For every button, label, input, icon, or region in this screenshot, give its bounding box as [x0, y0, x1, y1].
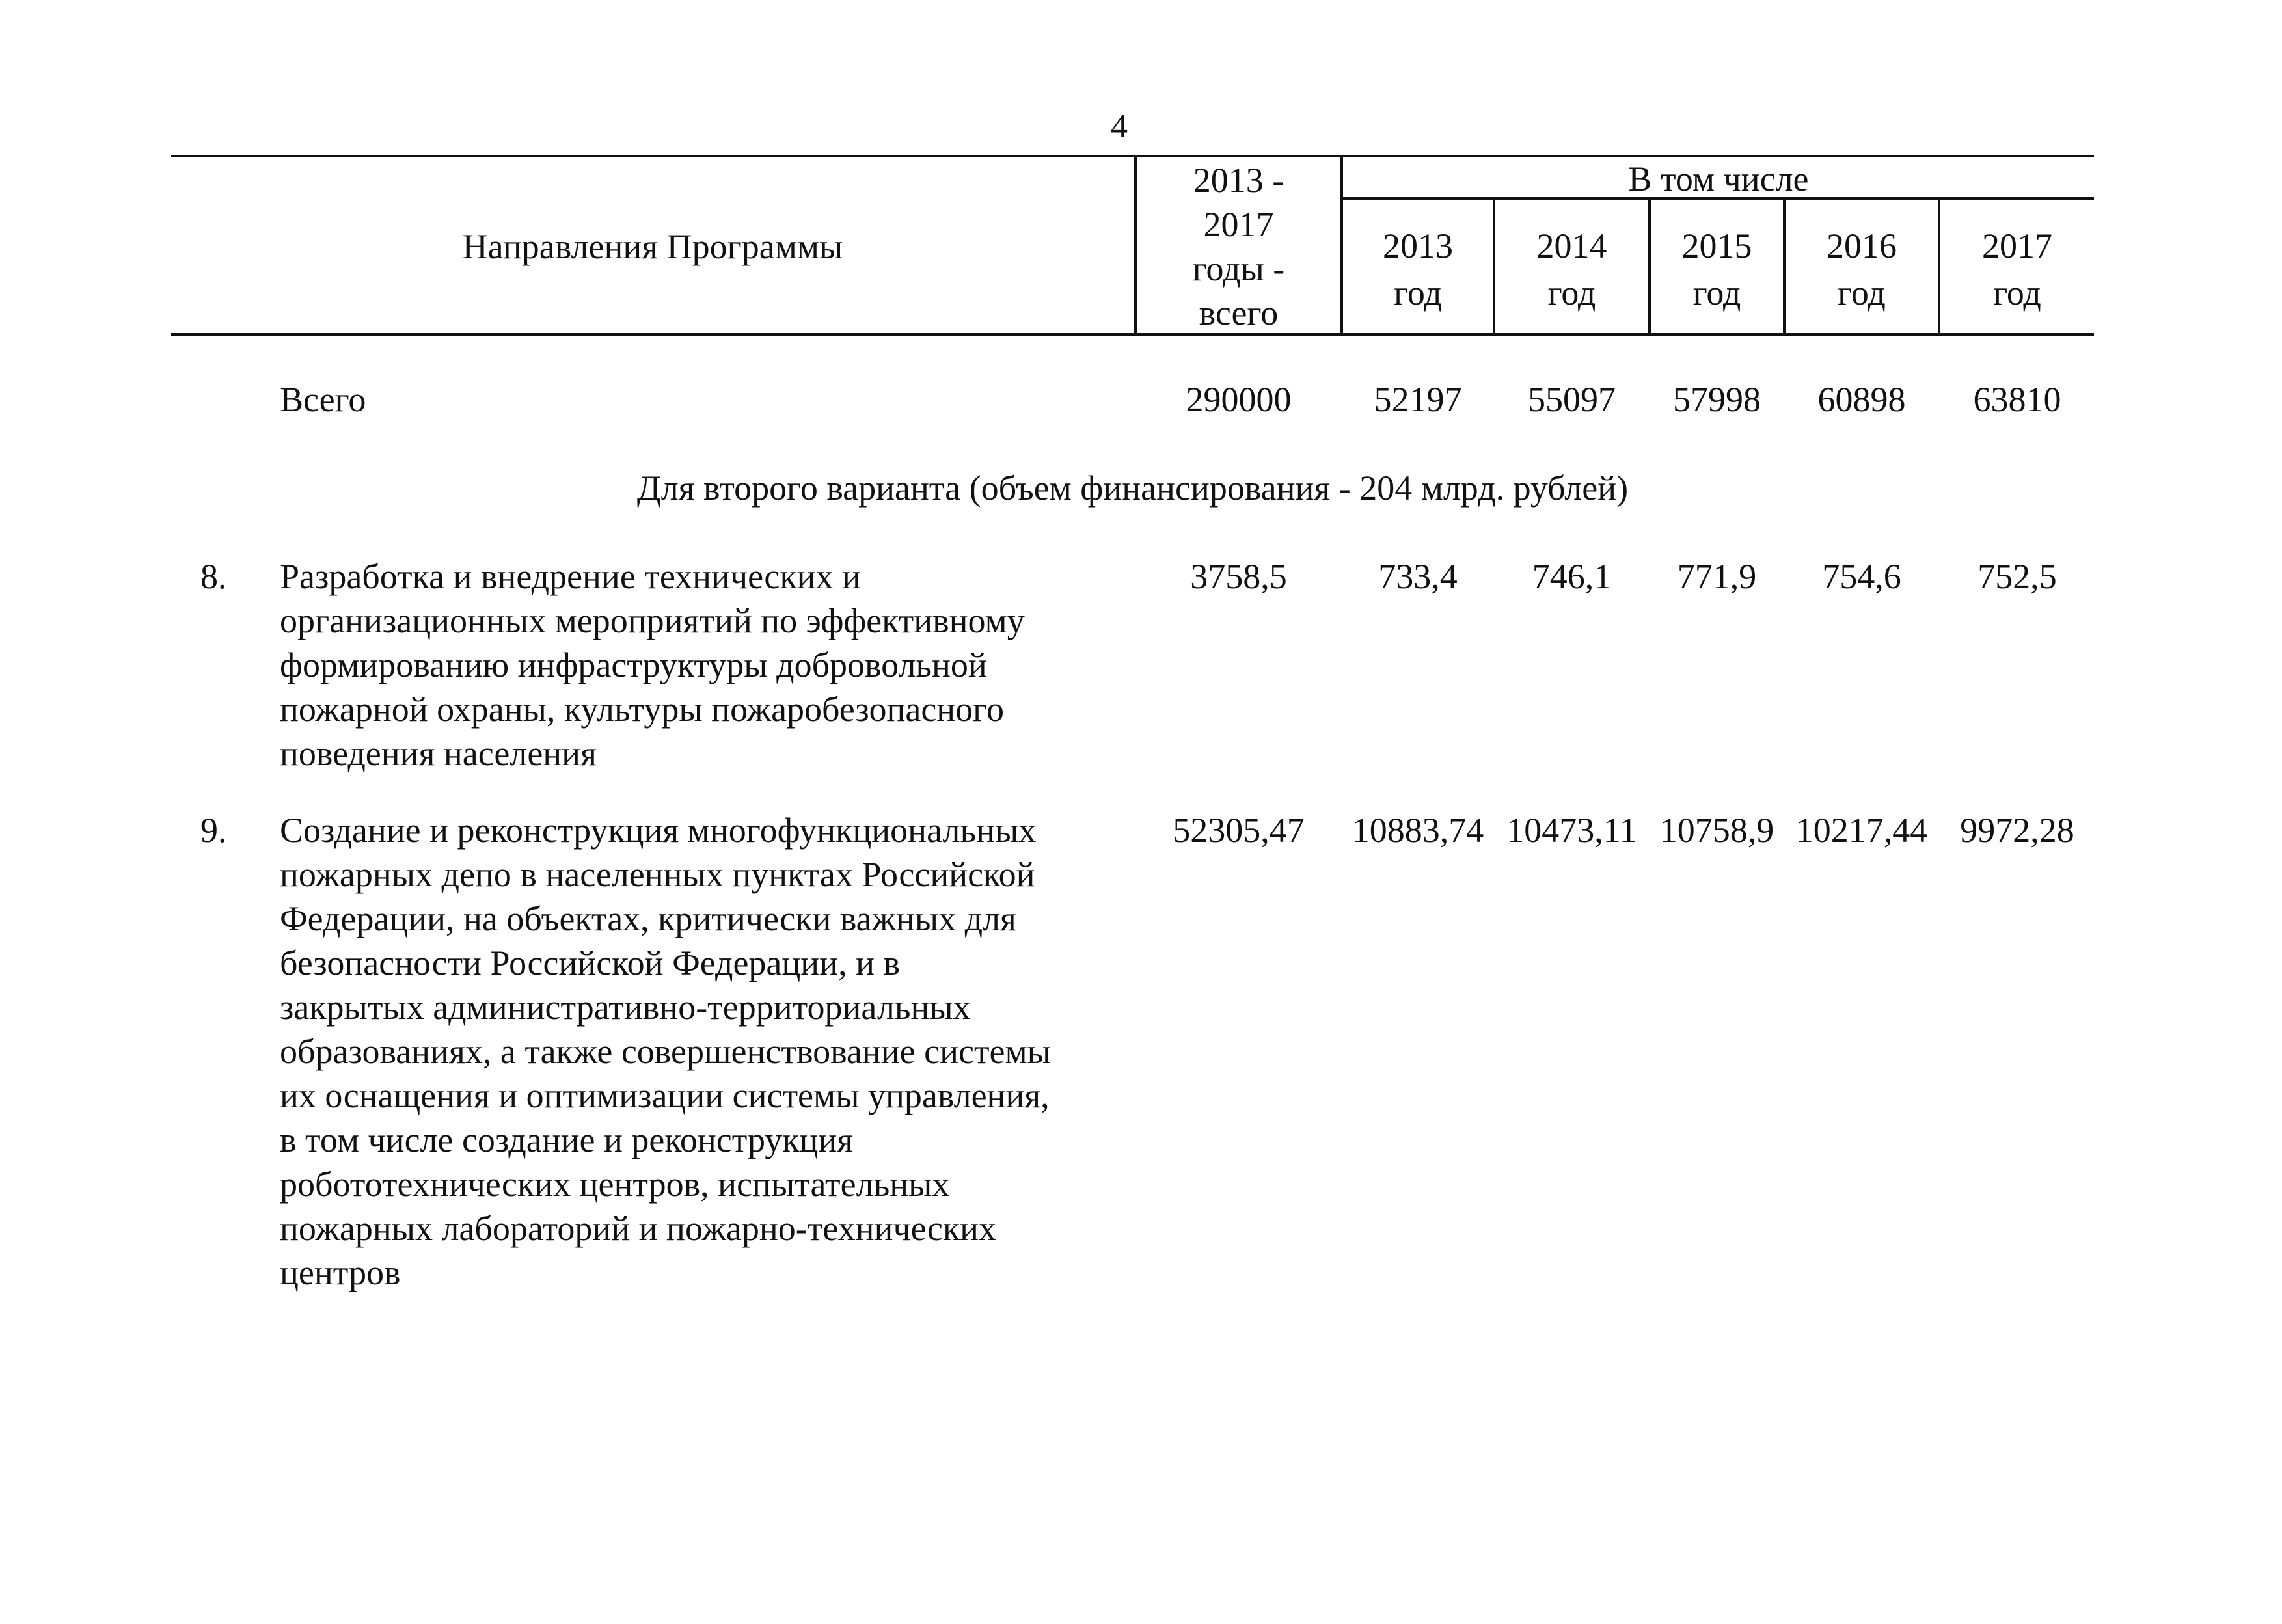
header-including: В том числе — [1628, 159, 1809, 198]
total-row-2016: 60898 — [1817, 380, 1906, 419]
row-value-2015: 10758,9 — [1659, 811, 1774, 850]
row-description-line: организационных мероприятий по эффективному — [280, 601, 1025, 640]
header-year-unit: год — [1838, 273, 1886, 312]
header-year-label: 2017 — [1982, 226, 2052, 265]
total-row-2014: 55097 — [1528, 380, 1616, 419]
row-value-2017: 752,5 — [1977, 557, 2057, 596]
row-value-2013: 733,4 — [1378, 557, 1458, 596]
header-year-unit: год — [1993, 273, 2041, 312]
row-description-line: поведения населения — [280, 734, 597, 773]
header-year-2016 — [1786, 223, 1938, 316]
row-number: 8. — [200, 557, 227, 596]
header-year-label: 2015 — [1681, 226, 1752, 265]
row-total: 52305,47 — [1173, 811, 1305, 850]
row-description — [280, 808, 1126, 1295]
row-description-line: их оснащения и оптимизации системы управления, — [280, 1076, 1050, 1115]
row-description-line: Разработка и внедрение технических и — [280, 557, 861, 596]
header-total-line: 2013 - — [1193, 161, 1284, 200]
row-value-2014: 10473,11 — [1506, 811, 1637, 850]
header-year-unit: год — [1394, 273, 1442, 312]
total-row-total: 290000 — [1186, 380, 1292, 419]
row-number: 9. — [200, 811, 227, 850]
row-total: 3758,5 — [1190, 557, 1287, 596]
row-description-line: образованиях, а также совершенствование системы — [280, 1032, 1051, 1071]
header-year-unit: год — [1692, 273, 1741, 312]
header-year-2017 — [1940, 223, 2094, 316]
header-year-2013 — [1343, 223, 1493, 316]
header-year-2015 — [1651, 223, 1783, 316]
row-description-line: в том числе создание и реконструкция — [280, 1120, 854, 1159]
row-value-2015: 771,9 — [1677, 557, 1757, 596]
section-title: Для второго варианта (объем финансирования - 204 млрд. рублей) — [636, 468, 1629, 508]
total-row-label: Всего — [280, 380, 366, 419]
header-year-2014 — [1495, 223, 1648, 316]
total-row-2017: 63810 — [1973, 380, 2061, 419]
row-description-line: робототехнических центров, испытательных — [280, 1165, 950, 1204]
page-number: 4 — [1111, 108, 1128, 145]
header-total-period — [1137, 158, 1340, 335]
total-row-2015: 57998 — [1673, 380, 1761, 419]
row-description — [280, 554, 1126, 776]
header-year-label: 2013 — [1383, 226, 1453, 265]
row-description-line: формированию инфраструктуры добровольной — [280, 645, 987, 684]
header-total-line: 2017 — [1203, 205, 1274, 244]
total-row-2013: 52197 — [1374, 380, 1462, 419]
row-description-line: Создание и реконструкция многофункциональных — [280, 811, 1037, 850]
row-description-line: пожарной охраны, культуры пожаробезопасного — [280, 690, 1004, 729]
header-total-line: годы - — [1192, 249, 1285, 288]
header-total-line: всего — [1199, 293, 1279, 332]
row-value-2013: 10883,74 — [1352, 811, 1484, 850]
header-year-unit: год — [1547, 273, 1596, 312]
header-year-label: 2016 — [1827, 226, 1897, 265]
row-description-line: пожарных депо в населенных пунктах Российской — [280, 855, 1035, 894]
header-directions: Направления Программы — [462, 227, 843, 266]
row-value-2016: 10217,44 — [1795, 811, 1928, 850]
row-description-line: безопасности Российской Федерации, и в — [280, 943, 900, 982]
row-value-2014: 746,1 — [1532, 557, 1612, 596]
row-value-2017: 9972,28 — [1960, 811, 2074, 850]
row-description-line: Федерации, на объектах, критически важных для — [280, 899, 1016, 938]
row-description-line: пожарных лабораторий и пожарно-технических — [280, 1209, 996, 1248]
row-description-line: центров — [280, 1253, 401, 1292]
row-description-line: закрытых административно-территориальных — [280, 988, 971, 1027]
header-year-label: 2014 — [1536, 226, 1607, 265]
row-value-2016: 754,6 — [1822, 557, 1901, 596]
header-bottom-rule — [171, 333, 2094, 336]
